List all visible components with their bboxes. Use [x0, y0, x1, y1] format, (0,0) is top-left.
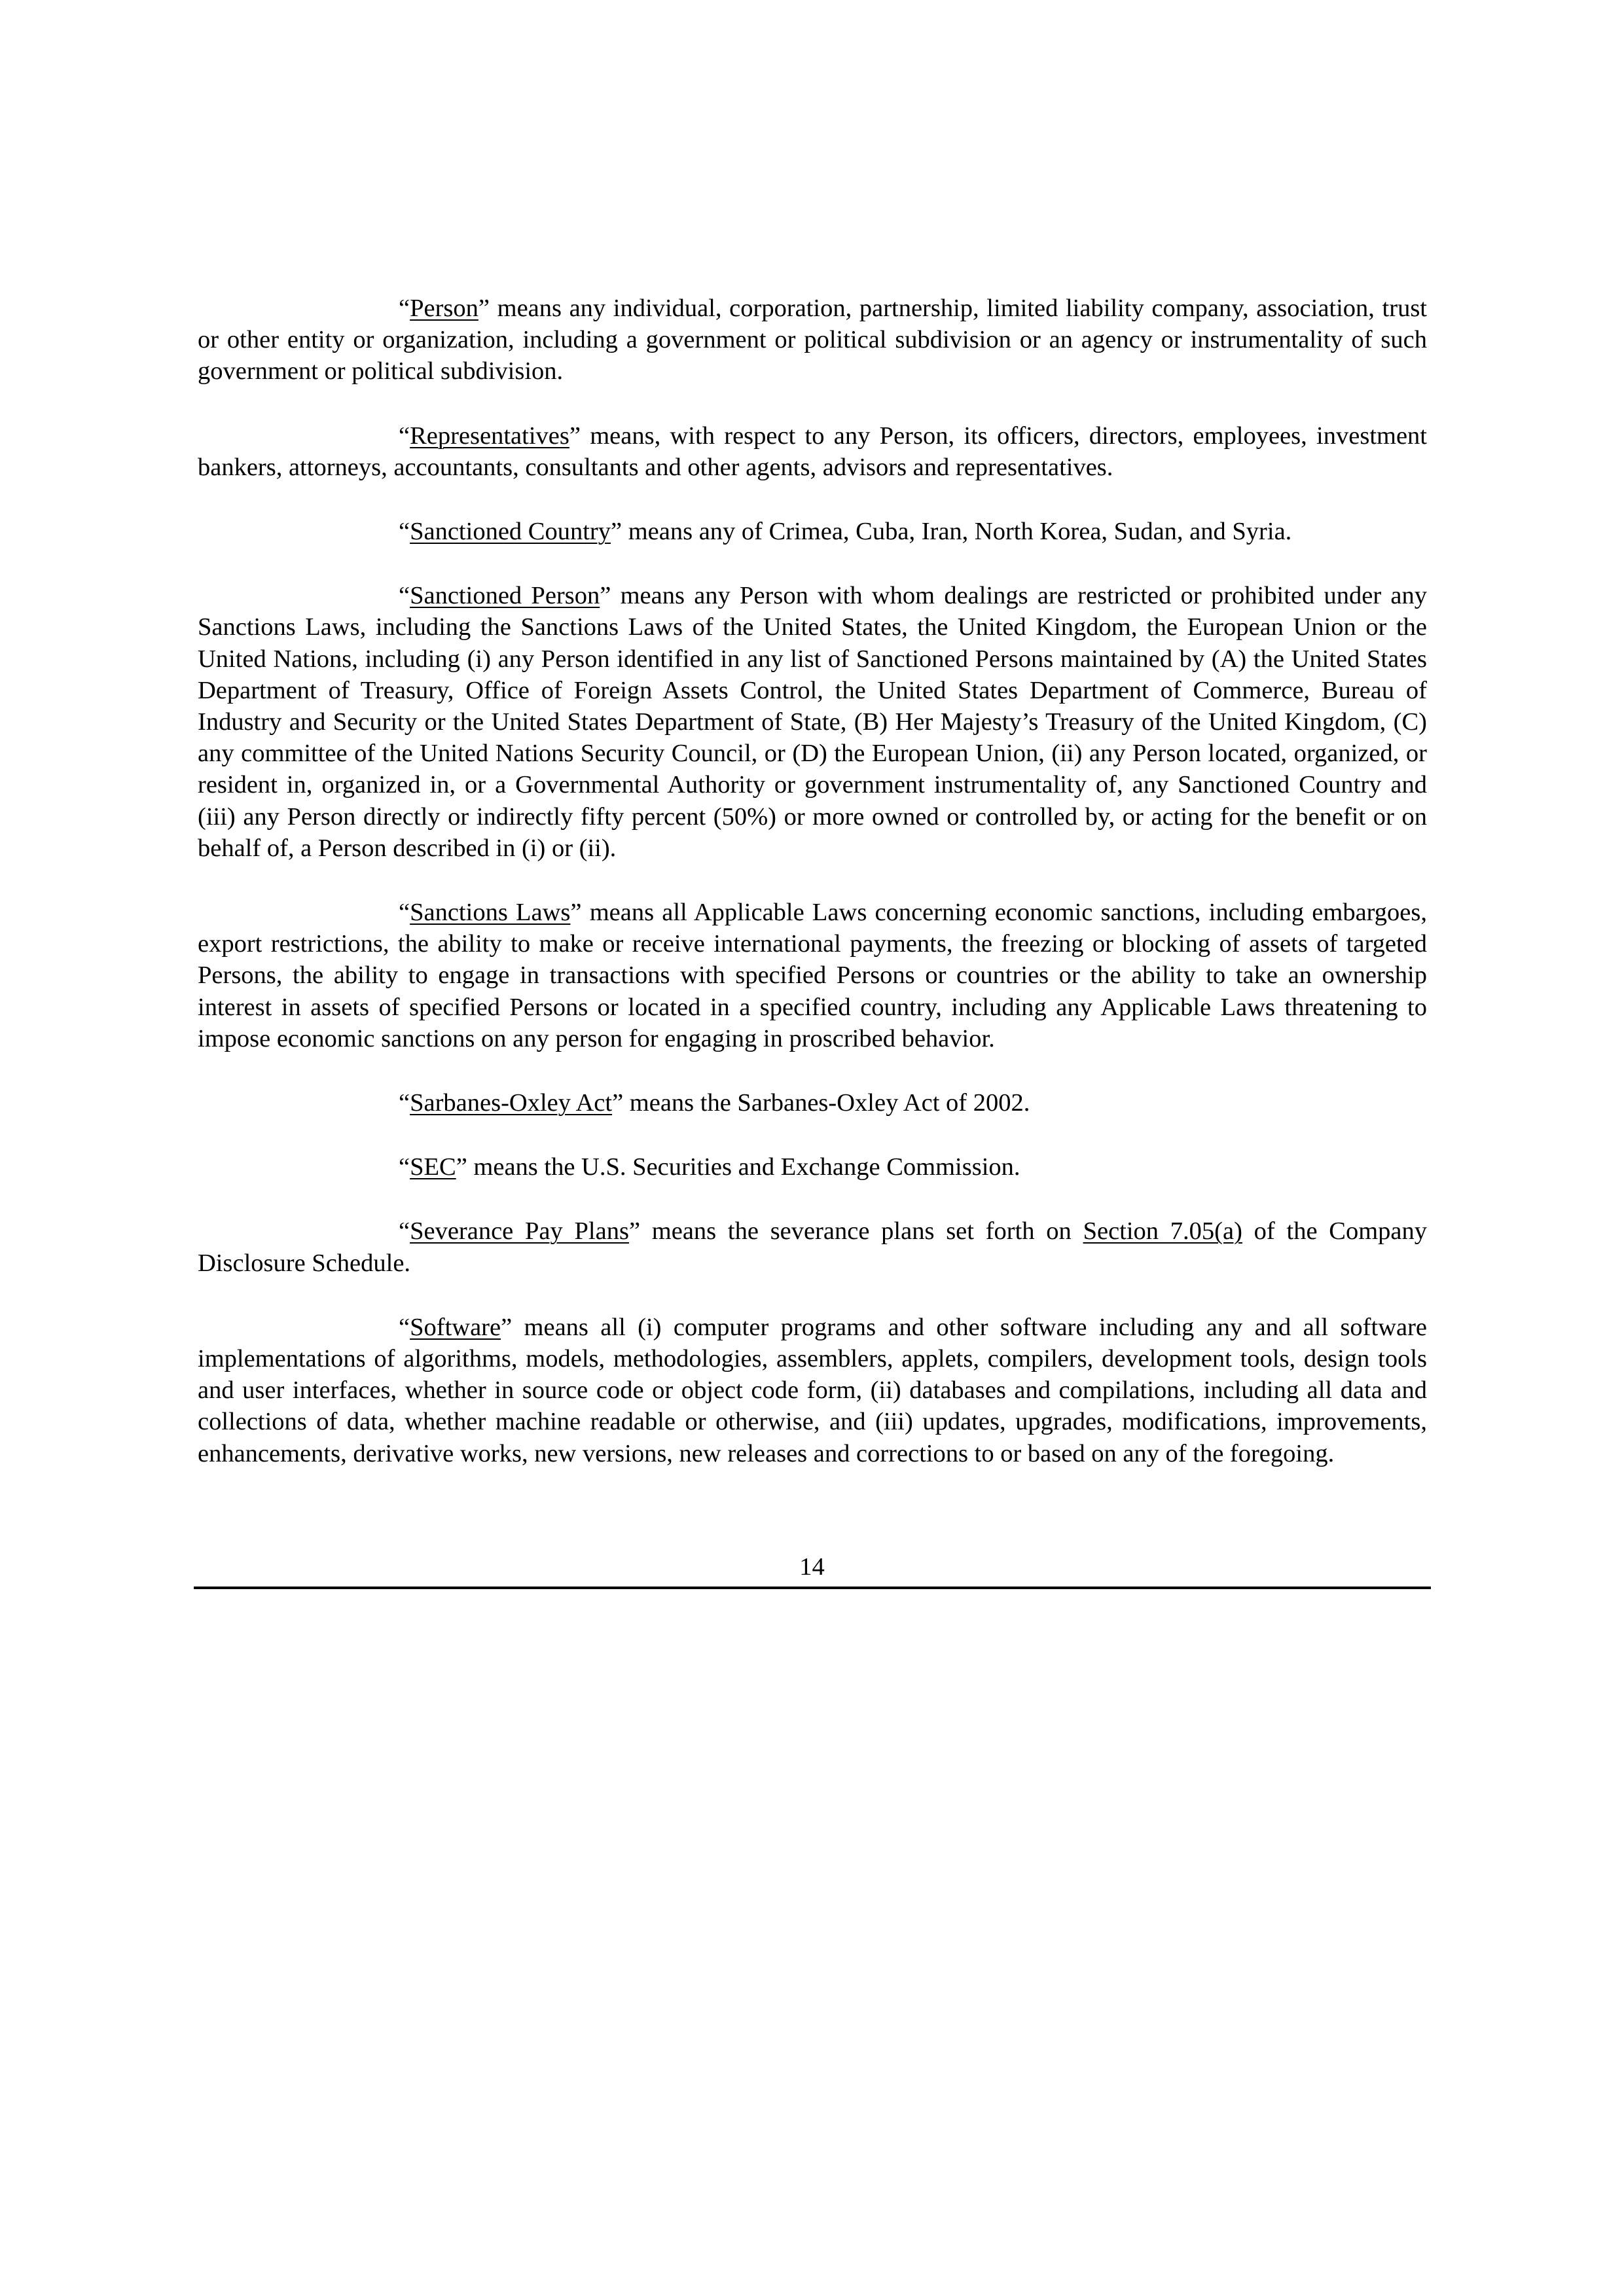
definition-text: means the U.S. Securities and Exchange Commission. [467, 1153, 1020, 1181]
defined-term-sanctioned-country: Sanctioned Country [410, 518, 611, 546]
open-quote: “ [399, 518, 410, 546]
definition-sec [198, 1151, 1427, 1183]
definition-text: means all (i) computer programs and other software including any and all software implementations of algorithms, models, methodologies, assemblers, applets, compilers, development tools, design tools and user interfaces, whether in source code or object code form, (ii) databases and compilations, including all data and collections of data, whether machine readable or otherwise, and (iii) updates, upgrades, modifications, improvements, enhancements, derivative works, new versions, new releases and corrections to or based on any of the foregoing. [198, 1313, 1427, 1467]
close-quote: ” [569, 422, 581, 450]
open-quote: “ [399, 295, 410, 322]
definition-sarbanes-oxley-act [198, 1087, 1427, 1119]
open-quote: “ [399, 582, 410, 610]
defined-term-representatives: Representatives [410, 422, 569, 450]
close-quote: ” [478, 295, 490, 322]
open-quote: “ [399, 899, 410, 927]
open-quote: “ [399, 1089, 410, 1117]
definition-text: of the Company Disclosure Schedule. [198, 1217, 1427, 1277]
open-quote: “ [399, 422, 410, 450]
open-quote: “ [399, 1313, 410, 1341]
defined-term-sec: SEC [410, 1153, 456, 1181]
definition-text: means any Person with whom dealings are restricted or prohibited under any Sanctions Laws, including the Sanctions Laws of the United States, the United Kingdom, the European Union or the United Nations, including (i) any Person identified in any list of Sanctioned Persons maintained by (A) the United States Department of Treasury, Office of Foreign Assets Control, the United States Department of Commerce, Bureau of Industry and Security or the United States Department of State, (B) Her Majesty’s Treasury of the United Kingdom, (C) any committee of the United Nations Security Council, or (D) the European Union, (ii) any Person located, organized, or resident in, organized in, or a Governmental Authority or government instrumentality of, any Sanctioned Country and (iii) any Person directly or indirectly fifty percent (50%) or more owned or controlled by, or acting for the benefit or on behalf of, a Person described in (i) or (ii). [198, 582, 1427, 862]
definition-text: means any of Crimea, Cuba, Iran, North Korea, Sudan, and Syria. [622, 518, 1292, 546]
definition-text: means all Applicable Laws concerning economic sanctions, including embargoes, export restrictions, the ability to make or receive international payments, the freezing or blocking of assets of targeted Persons, the ability to engage in transactions with specified Persons or countries or the ability to take an ownership interest in assets of specified Persons or located in a specified country, including any Applicable Laws threatening to impose economic sanctions on any person for engaging in proscribed behavior. [198, 899, 1428, 1052]
definition-sanctioned-person [198, 580, 1427, 864]
defined-term-person: Person [410, 295, 478, 322]
close-quote: ” [600, 582, 611, 610]
defined-term-sarbanes-oxley-act: Sarbanes-Oxley Act [410, 1089, 613, 1117]
definition-text: means the Sarbanes-Oxley Act of 2002. [623, 1089, 1030, 1117]
definition-person [198, 293, 1427, 387]
definition-representatives [198, 420, 1427, 483]
open-quote: “ [399, 1153, 410, 1181]
footer-divider [194, 1587, 1431, 1589]
definition-text: means, with respect to any Person, its officers, directors, employees, investment bankers, attorneys, accountants, consultants and other agents, advisors and representatives. [198, 422, 1427, 481]
close-quote: ” [611, 518, 623, 546]
close-quote: ” [456, 1153, 467, 1181]
definition-text: means the severance plans set forth on [640, 1217, 1083, 1246]
definition-sanctions-laws [198, 897, 1427, 1054]
definition-sanctioned-country [198, 516, 1427, 547]
defined-term-sanctioned-person: Sanctioned Person [410, 582, 600, 610]
page-number: 14 [799, 1553, 825, 1581]
defined-term-severance-pay-plans: Severance Pay Plans [410, 1217, 629, 1246]
open-quote: “ [399, 1217, 410, 1246]
section-cross-reference-link[interactable]: Section 7.05(a) [1083, 1217, 1242, 1246]
definitions-section [198, 293, 1427, 1469]
close-quote: ” [628, 1217, 641, 1246]
definition-text: means any individual, corporation, partnership, limited liability company, association, trust or other entity or organization, including a government or political subdivision or an agency or instrumentality of such government or political subdivision. [198, 295, 1427, 386]
defined-term-sanctions-laws: Sanctions Laws [410, 899, 571, 927]
close-quote: ” [612, 1089, 624, 1117]
defined-term-software: Software [410, 1313, 501, 1341]
definition-software [198, 1312, 1427, 1469]
close-quote: ” [501, 1313, 513, 1341]
close-quote: ” [570, 899, 582, 927]
definition-severance-pay-plans [198, 1215, 1427, 1278]
